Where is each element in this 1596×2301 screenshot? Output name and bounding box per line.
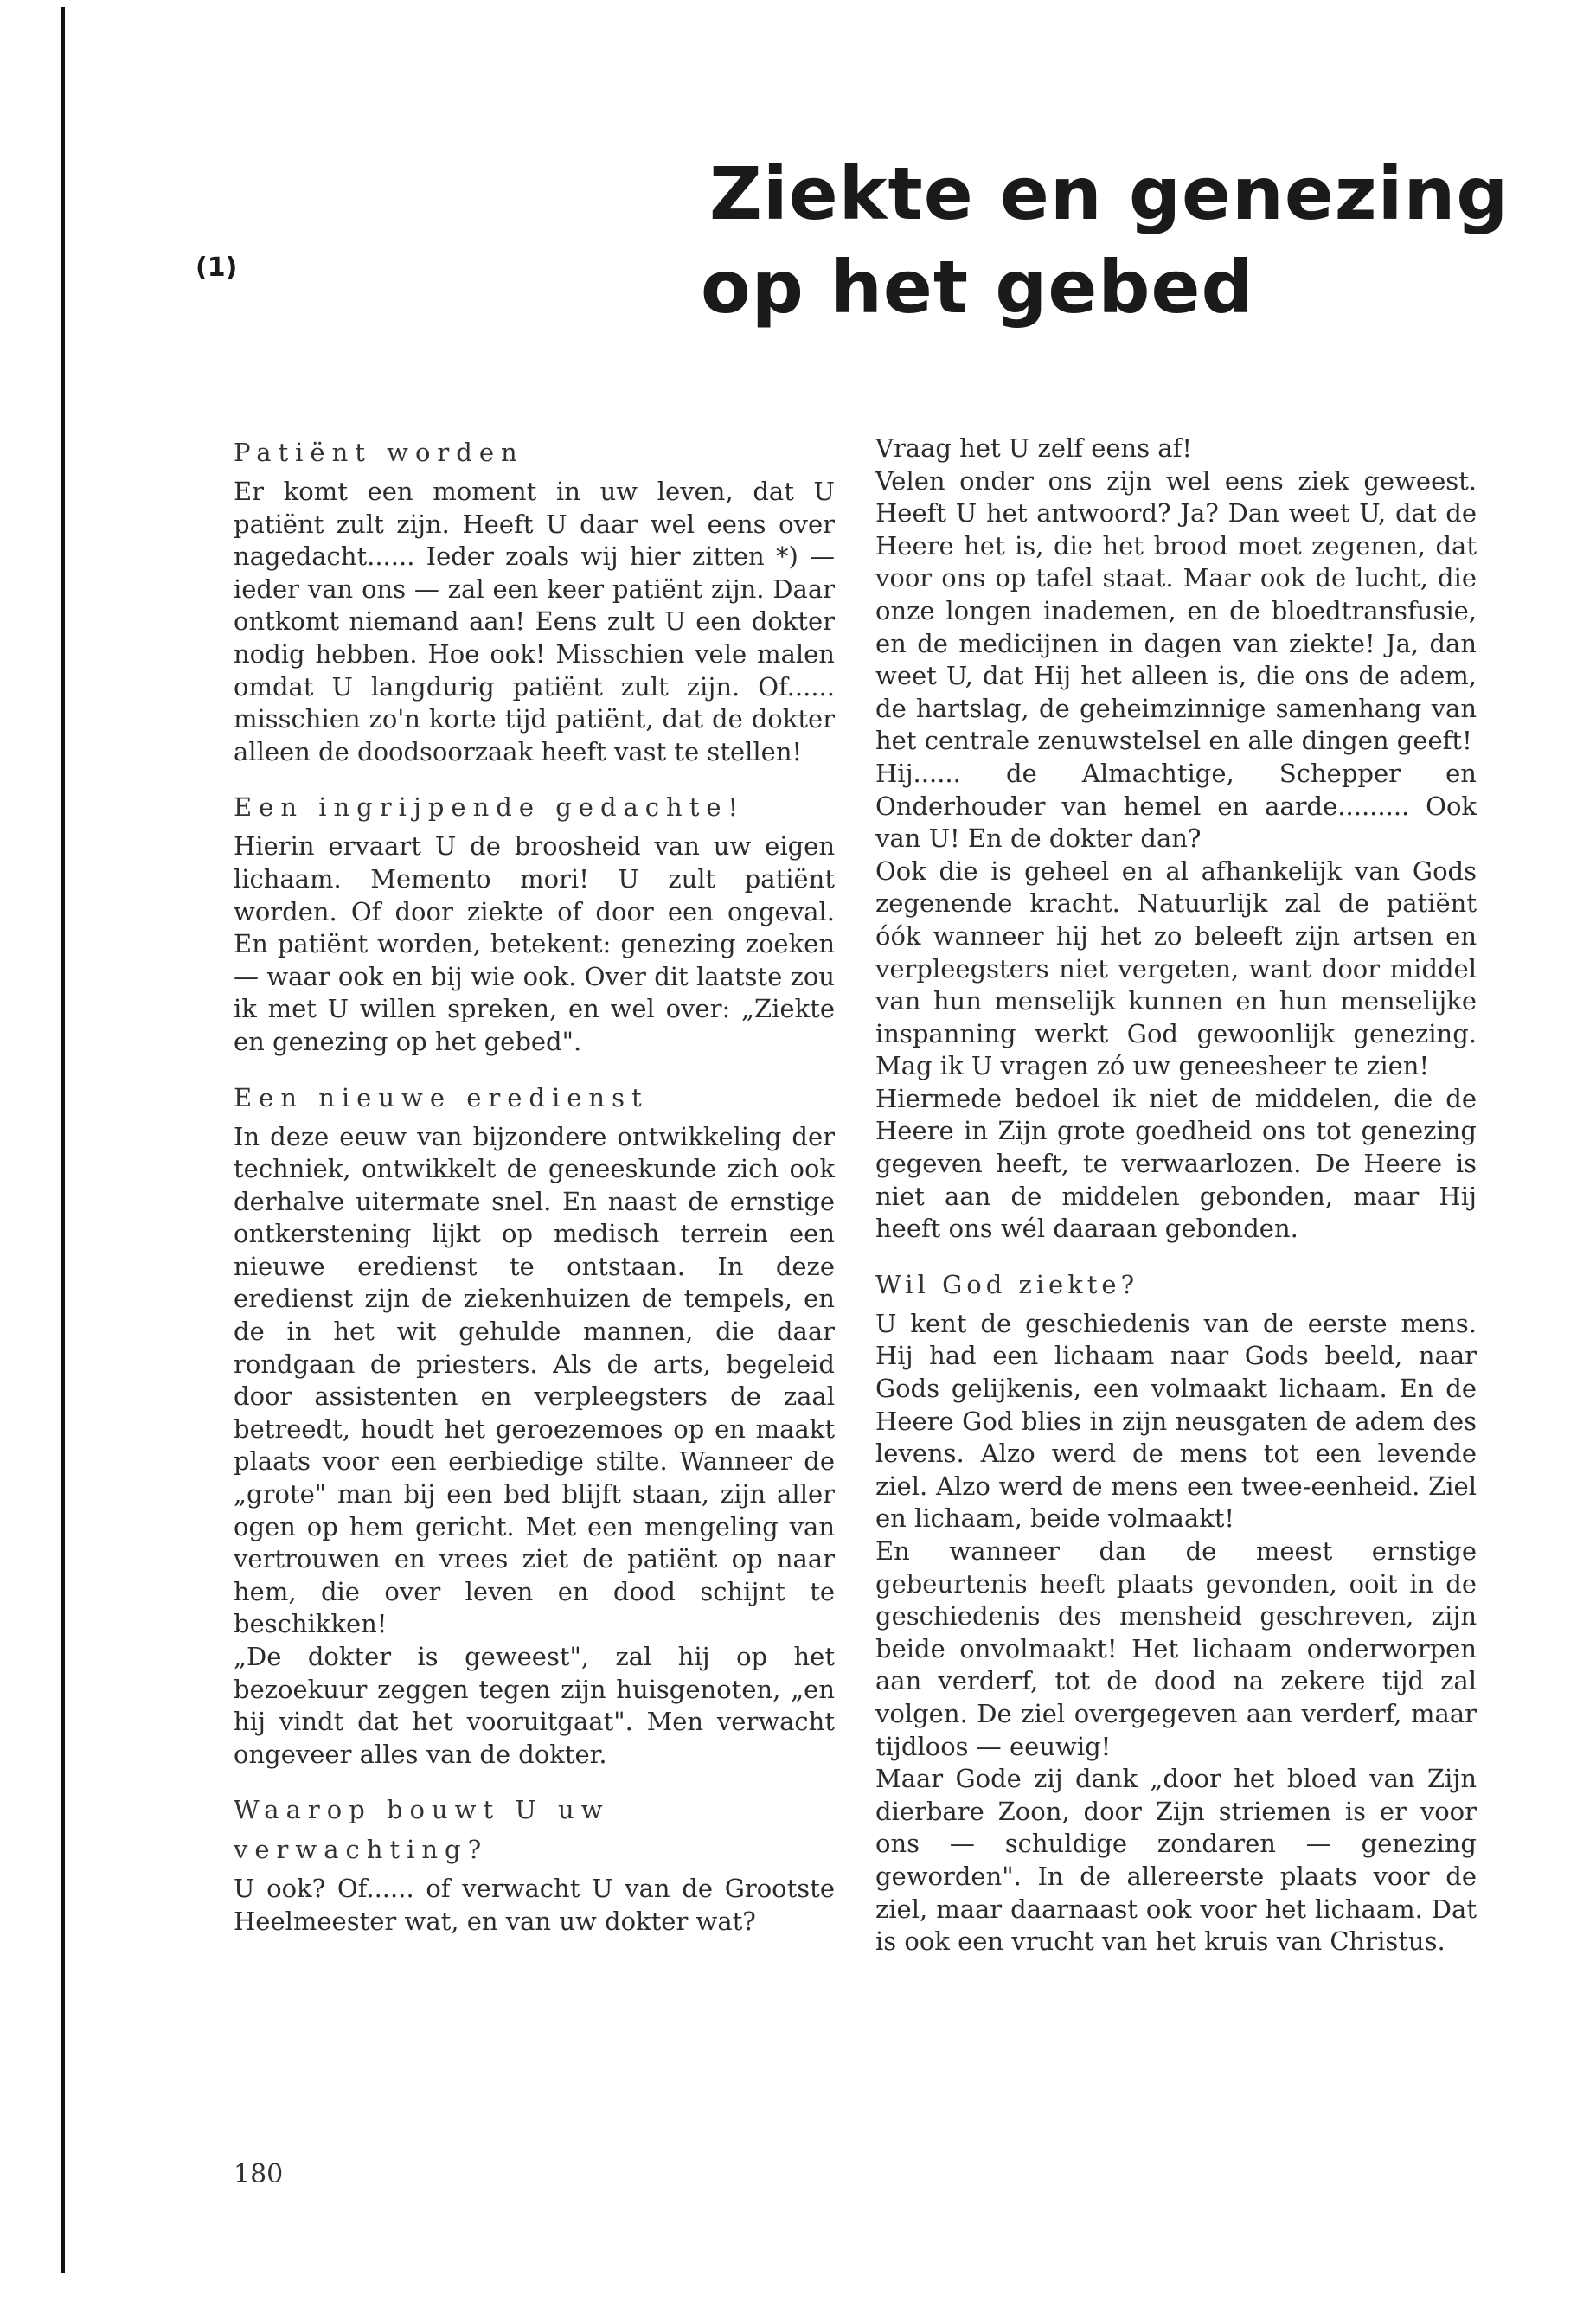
paragraph: En wanneer dan de meest ernstige gebeurtenis heeft plaats gevonden, ooit in de geschiedenis des mensheid geschreven, zijn beide onvolmaakt! Het lichaam onderworpen aan verderf, tot de dood na zekere tijd zal volgen. De ziel overgegeven aan verderf, maar tijdloos — eeuwig! <box>875 1536 1477 1761</box>
paragraph: Maar Gode zij dank „door het bloed van Zijn dierbare Zoon, door Zijn striemen is er voor ons — schuldige zondaren — genezing geworden". In de allereerste plaats voor de ziel, maar daarnaast ook voor het lichaam. Dat is ook een vrucht van het kruis van Christus. <box>875 1764 1477 1957</box>
paragraph: Ook die is geheel en al afhankelijk van Gods zegenende kracht. Natuurlijk zal de patiënt óók wanneer hij het zo beleeft zijn artsen en verpleegsters niet vergeten, want door middel van hun menselijk kunnen en hun menselijke inspanning werkt God gewoonlijk genezing. Mag ik U vragen zó uw geneesheer te zien! <box>875 856 1477 1081</box>
section-heading: Een ingrijpende gedachte! <box>234 792 746 823</box>
margin-rule <box>61 7 65 2273</box>
page-number: 180 <box>234 2159 284 2189</box>
title-line-2: op het gebed <box>701 245 1254 330</box>
paragraph: U ook? Of...... of verwacht U van de Grootste Heelmeester wat, en van uw dokter wat? <box>234 1874 835 1936</box>
article-title <box>701 147 1509 334</box>
paragraph: Er komt een moment in uw leven, dat U patiënt zult zijn. Heeft U daar wel eens over nagedacht...... Ieder zoals wij hier zitten *) — ieder van ons — zal een keer patiënt zijn. Daar ontkomt niemand aan! Eens zult U een dokter nodig hebben. Hoe ook! Misschien vele malen omdat U langdurig patiënt zult zijn. Of...... misschien zo'n korte tijd patiënt, dat de dokter alleen de doodsoorzaak heeft vast te stellen! <box>234 477 835 766</box>
part-marker: (1) <box>195 253 238 283</box>
paragraph: Velen onder ons zijn wel eens ziek geweest. Heeft U het antwoord? Ja? Dan weet U, dat de Heere het is, die het brood moet zegenen, dat voor ons op tafel staat. Maar ook de lucht, die onze longen inademen, en de bloedtransfusie, en de medicijnen in dagen van ziekte! Ja, dan weet U, dat Hij het alleen is, die ons de adem, de hartslag, de geheimzinnige samenhang van het centrale zenuwstelsel en alle dingen geeft! <box>875 465 1477 756</box>
section-heading: Patiënt worden <box>234 438 524 467</box>
paragraph: „De dokter is geweest", zal hij op het bezoekuur zeggen tegen zijn huisgenoten, „en hij vindt dat het vooruitgaat". Men verwacht ongeveer alles van de dokter. <box>234 1642 835 1769</box>
paragraph: Vraag het U zelf eens af! <box>875 433 1192 463</box>
paragraph: Hiermede bedoel ik niet de middelen, die de Heere in Zijn grote goedheid ons tot genezing gegeven heeft, te verwaarlozen. De Heere is niet aan de middelen gebonden, maar Hij heeft ons wél daaraan gebonden. <box>875 1083 1477 1244</box>
paragraph: Hierin ervaart U de broosheid van uw eigen lichaam. Memento mori! U zult patiënt worden. Of door ziekte of door een ongeval. En patiënt worden, betekent: genezing zoeken — waar ook en bij wie ook. Over dit laatste zou ik met U willen spreken, en wel over: „Ziekte en genezing op het gebed". <box>234 831 835 1056</box>
paragraph: U kent de geschiedenis van de eerste mens. Hij had een lichaam naar Gods beeld, naar Gods gelijkenis, een volmaakt lichaam. En de Heere God blies in zijn neusgaten de adem des levens. Alzo werd de mens tot een levende ziel. Alzo werd de mens een twee-eenheid. Ziel en lichaam, beide volmaakt! <box>875 1308 1477 1534</box>
section-heading: Een nieuwe eredienst <box>234 1082 649 1112</box>
section-heading: Wil God ziekte? <box>875 1269 1139 1299</box>
section-heading: Waarop bouwt U uw verwachting? <box>234 1795 610 1865</box>
left-column <box>234 433 835 1939</box>
paragraph: Hij...... de Almachtige, Schepper en Onderhouder van hemel en aarde......... Ook van U! En de dokter dan? <box>875 758 1477 854</box>
paragraph: In deze eeuw van bijzondere ontwikkeling der techniek, ontwikkelt de geneeskunde zich ook derhalve uitermate snel. En naast de ernstige ontkerstening lijkt op medisch terrein een nieuwe eredienst te ontstaan. In deze eredienst zijn de ziekenhuizen de tempels, en de in het wit gehulde mannen, die daar rondgaan de priesters. Als de arts, begeleid door assistenten en verpleegsters de zaal betreedt, houdt het geroezemoes op en maakt plaats voor een eerbiedige stilte. Wanneer de „grote" man bij een bed blijft staan, zijn aller ogen op hem gericht. Met een mengeling van vertrouwen en vrees ziet de patiënt op naar hem, die over leven en dood schijnt te beschikken! <box>234 1121 835 1639</box>
title-line-1: Ziekte en genezing <box>709 151 1509 236</box>
right-column <box>875 433 1477 1958</box>
